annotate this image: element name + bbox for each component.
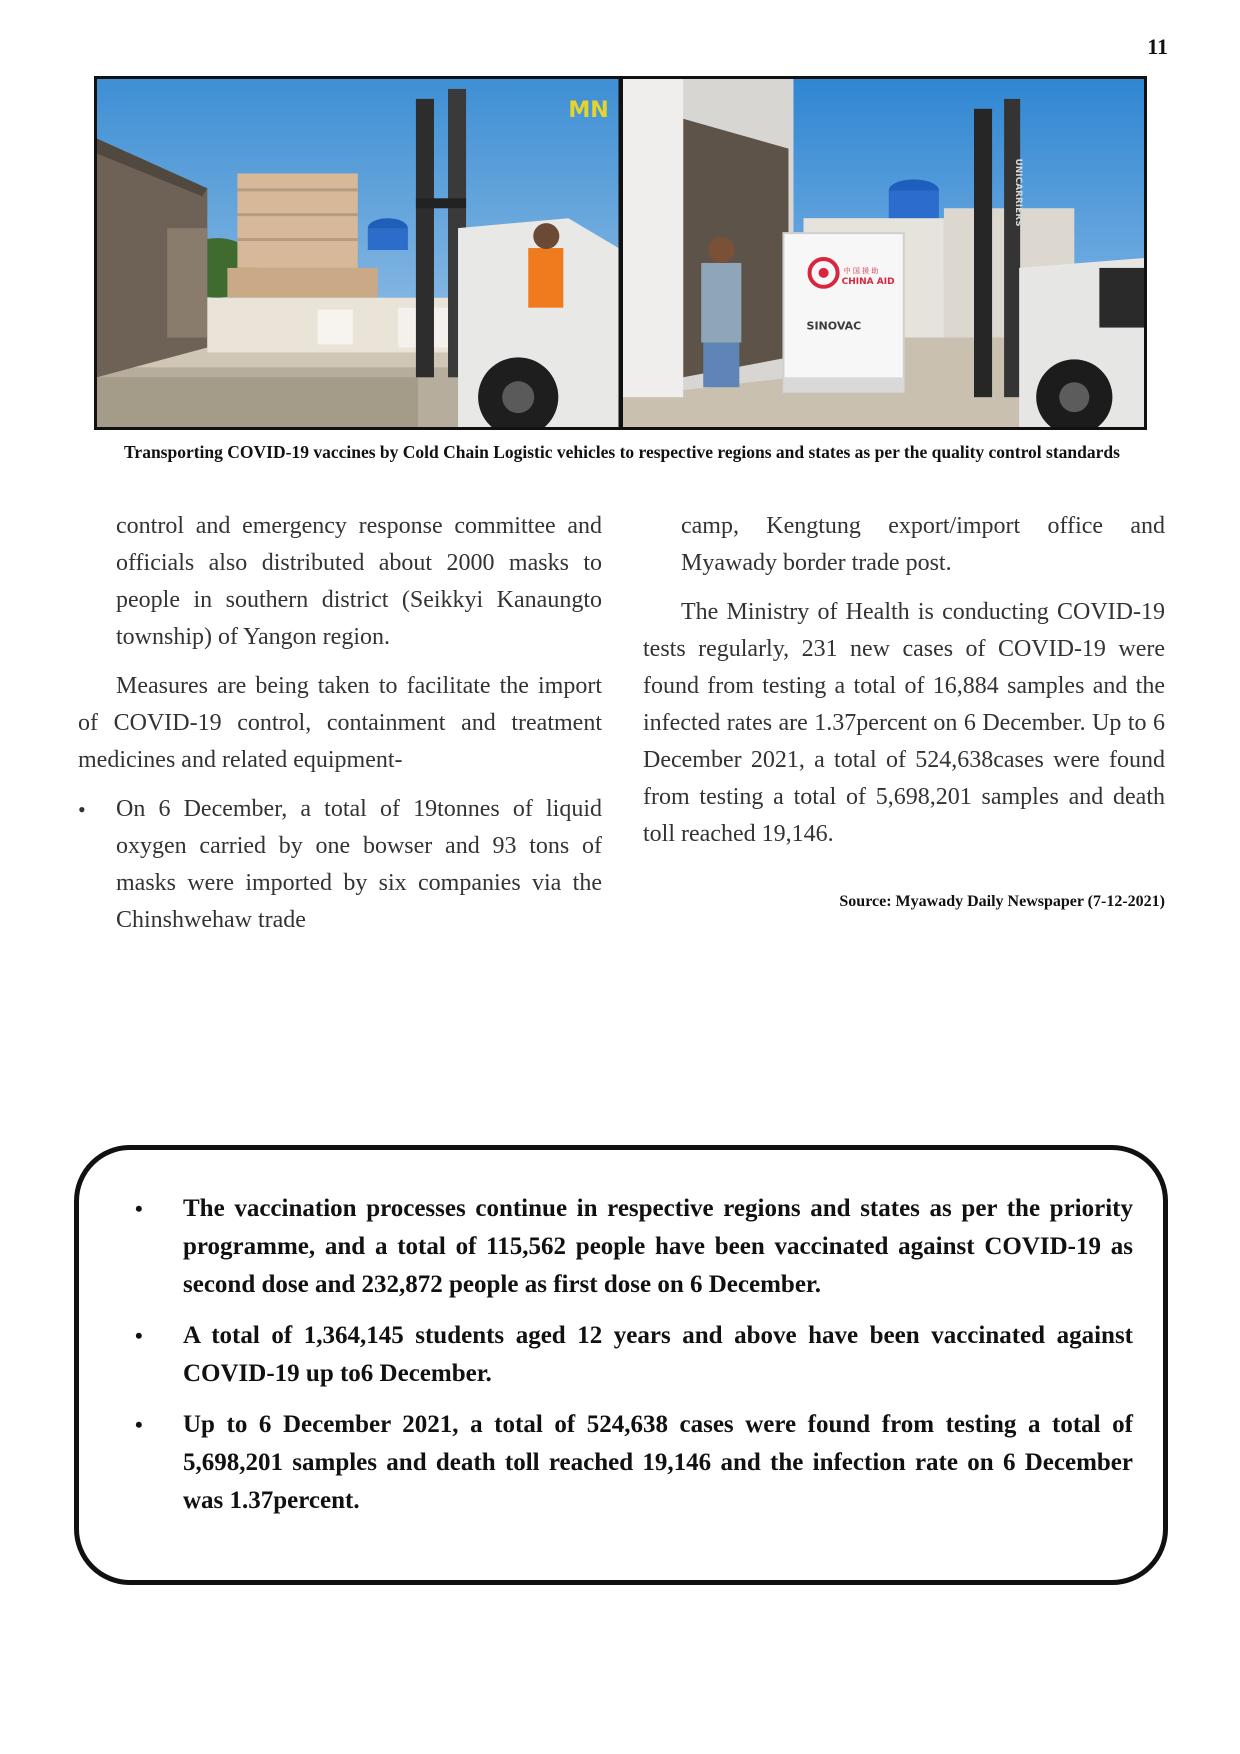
- crate-chinese-text: 中 国 援 助: [843, 266, 878, 275]
- page-number: 11: [1147, 34, 1168, 59]
- right-paragraph-2: The Ministry of Health is conducting COVID-19 tests regularly, 231 new cases of COVID-19 were found from testing a total of 16,884 samples and the infected rates are 1.37percent on 6 December. Up to 6 December 2021, a total of 524,638cases were found from testing a total of 5,698,201 samples and death toll reached 19,146.: [643, 599, 1165, 847]
- crate-sinovac-text: SINOVAC: [806, 319, 861, 333]
- list-item: [111, 1406, 1133, 1520]
- summary-list: [111, 1190, 1133, 1520]
- crate-china-aid-text: CHINA AID: [841, 276, 895, 287]
- list-item: [111, 1317, 1133, 1393]
- bullet-icon: •: [135, 1196, 143, 1221]
- left-paragraph-2: Measures are being taken to facilitate the import of COVID-19 control, containment and treatment medicines and related equipment-: [78, 673, 602, 773]
- summary-text-1: The vaccination processes continue in respective regions and states as per the priority programme, and a total of 115,562 people have been vaccinated against COVID-19 as second dose and 232,872 people as first dose on 6 December.: [183, 1195, 1133, 1298]
- watermark-text: MN: [568, 97, 609, 123]
- photo-caption: Transporting COVID-19 vaccines by Cold Chain Logistic vehicles to respective regions and states as per the quality control standards: [124, 442, 1120, 462]
- bullet-text: On 6 December, a total of 19tonnes of liquid oxygen carried by one bowser and 93 tons of masks were imported by six companies via the Chinshwehaw trade: [116, 796, 602, 933]
- import-bullet-list: [78, 791, 602, 939]
- right-column: [643, 508, 1165, 920]
- bullet-icon: •: [78, 797, 86, 822]
- bullet-icon: •: [135, 1412, 143, 1437]
- summary-text-3: Up to 6 December 2021, a total of 524,638 cases were found from testing a total of 5,698,201 samples and death toll reached 19,146 and the infection rate on 6 December was 1.37percent.: [183, 1411, 1133, 1514]
- photo-sinovac-crate: [623, 79, 1145, 427]
- summary-box: [74, 1145, 1168, 1585]
- right-paragraph-1: camp, Kengtung export/import office and Myawady border trade post.: [681, 513, 1165, 576]
- photo-forklift-truck: [97, 79, 619, 427]
- bullet-icon: •: [135, 1323, 143, 1348]
- list-item: [111, 1190, 1133, 1304]
- photo-strip: [94, 76, 1147, 430]
- forklift-brand-text: UNICARRIERS: [1012, 158, 1023, 227]
- summary-text-2: A total of 1,364,145 students aged 12 years and above have been vaccinated against COVID-19 up to6 December.: [183, 1322, 1133, 1387]
- list-item: [78, 791, 602, 939]
- left-paragraph-1: control and emergency response committee and officials also distributed about 2000 masks to people in southern district (Seikkyi Kanaungto township) of Yangon region.: [116, 513, 602, 650]
- left-column: [78, 508, 602, 939]
- source-citation: Source: Myawady Daily Newspaper (7-12-2021): [839, 893, 1165, 910]
